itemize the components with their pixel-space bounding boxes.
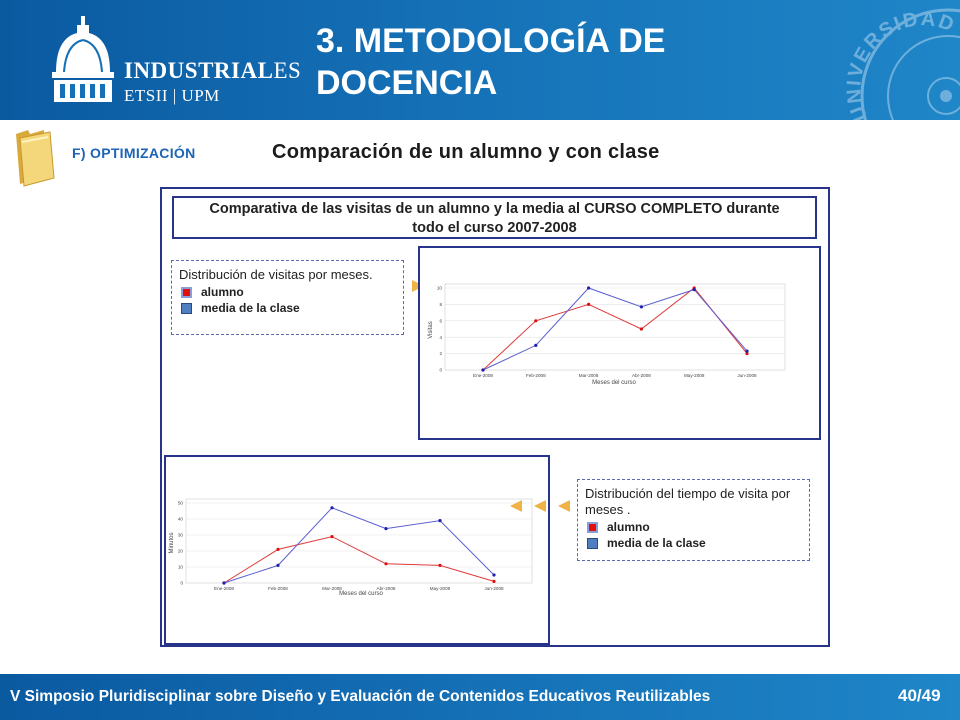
data-point <box>534 344 537 347</box>
y-tick-label: 50 <box>177 500 183 506</box>
x-tick-label: Mar-2008 <box>578 373 599 378</box>
y-tick-label: 8 <box>439 302 442 307</box>
data-point <box>330 506 333 509</box>
y-tick-label: 2 <box>439 351 442 357</box>
legend-top-item1-label: alumno <box>201 285 244 299</box>
legend-swatch-alumno <box>587 522 598 533</box>
x-tick-label: Ene-2008 <box>214 586 234 591</box>
caption-line1: Comparativa de las visitas de un alumno y la media al CURSO COMPLETO durante <box>209 201 780 217</box>
y-tick-label: 0 <box>439 367 442 373</box>
plot-area <box>186 499 532 583</box>
folder-icon <box>10 126 60 188</box>
legend-bottom-title-line2: meses . <box>585 502 631 517</box>
arrows-left-icon <box>508 498 574 514</box>
university-seal-icon <box>838 0 960 120</box>
slide-title-line2: DOCENCIA <box>316 64 498 102</box>
y-tick-label: 4 <box>439 334 442 340</box>
slide-title-line1: 3. METODOLOGÍA DE <box>316 22 666 60</box>
data-point <box>693 288 696 291</box>
data-point <box>384 562 387 565</box>
legend-bottom-item-alumno <box>587 520 809 534</box>
legend-bottom-item1-label: alumno <box>607 520 650 534</box>
data-point <box>276 548 279 551</box>
legend-swatch-media <box>181 303 192 314</box>
time-line-chart <box>166 457 548 643</box>
x-tick-label: Ene-2008 <box>473 373 493 378</box>
x-tick-label: Jun-2008 <box>484 586 504 591</box>
legend-bottom-item-media <box>587 536 809 550</box>
data-point <box>481 368 484 371</box>
x-tick-label: May-2008 <box>429 586 451 591</box>
y-tick-label: 40 <box>177 516 183 522</box>
footer-text: V Simposio Pluridisciplinar sobre Diseño y Evaluación de Contenidos Educativos Reutilizables <box>10 688 711 705</box>
data-point <box>640 305 643 308</box>
legend-bottom-title <box>585 486 809 518</box>
data-point <box>587 286 590 289</box>
visits-line-chart <box>420 248 819 438</box>
y-tick-label: 30 <box>177 532 183 538</box>
section-label: F) OPTIMIZACIÓN <box>72 145 196 161</box>
y-tick-label: 10 <box>177 564 183 570</box>
legend-bottom <box>577 479 810 561</box>
legend-top-item-alumno <box>181 285 403 299</box>
legend-swatch-alumno <box>181 287 192 298</box>
x-tick-label: Jun-2008 <box>737 373 757 378</box>
section-title: Comparación de un alumno y con clase <box>272 141 660 163</box>
data-point <box>492 580 495 583</box>
x-tick-label: Abr-2008 <box>631 373 651 378</box>
chart-frame-time <box>164 455 550 645</box>
data-point <box>438 564 441 567</box>
y-tick-label: 6 <box>439 318 442 324</box>
x-tick-label: Feb-2008 <box>268 586 288 591</box>
data-point <box>276 564 279 567</box>
data-point <box>587 303 590 306</box>
logo-subtitle: ETSII | UPM <box>124 86 220 105</box>
data-point <box>384 527 387 530</box>
data-point <box>640 327 643 330</box>
data-point <box>222 581 225 584</box>
data-point <box>745 350 748 353</box>
legend-bottom-title-line1: Distribución del tiempo de visita por <box>585 486 791 501</box>
legend-swatch-media <box>587 538 598 549</box>
caption-line2: todo el curso 2007-2008 <box>412 220 577 236</box>
legend-top <box>171 260 404 335</box>
chart1-ylabel: Minutos <box>169 532 175 554</box>
legend-top-item2-label: media de la clase <box>201 301 300 315</box>
chart0-xlabel: Meses del curso <box>592 380 636 386</box>
x-tick-label: May-2008 <box>683 373 705 378</box>
x-tick-label: Abr-2008 <box>376 586 396 591</box>
header-bar <box>0 0 960 120</box>
slide-title <box>316 20 776 104</box>
chart-caption <box>172 196 817 239</box>
x-tick-label: Feb-2008 <box>525 373 546 378</box>
legend-bottom-item2-label: media de la clase <box>607 536 706 550</box>
dome-logo-icon <box>50 14 116 104</box>
page-number: 40/49 <box>898 686 941 705</box>
chart-frame-visits <box>418 246 821 440</box>
plot-area <box>445 284 785 370</box>
data-point <box>534 319 537 322</box>
legend-top-title: Distribución de visitas por meses. <box>179 267 373 282</box>
data-point <box>492 573 495 576</box>
data-point <box>438 519 441 522</box>
chart0-ylabel: Visitas <box>428 321 434 339</box>
x-tick-label: Mar-2008 <box>322 586 342 591</box>
data-point <box>330 535 333 538</box>
seal-lettering: UNIVERSIDAD <box>842 7 959 120</box>
y-tick-label: 0 <box>180 580 183 586</box>
y-tick-label: 20 <box>177 548 183 554</box>
legend-top-item-media <box>181 301 403 315</box>
logo-wordmark: INDUSTRIALES <box>124 58 302 83</box>
chart1-xlabel: Meses del curso <box>339 591 383 597</box>
y-tick-label: 10 <box>436 285 442 291</box>
